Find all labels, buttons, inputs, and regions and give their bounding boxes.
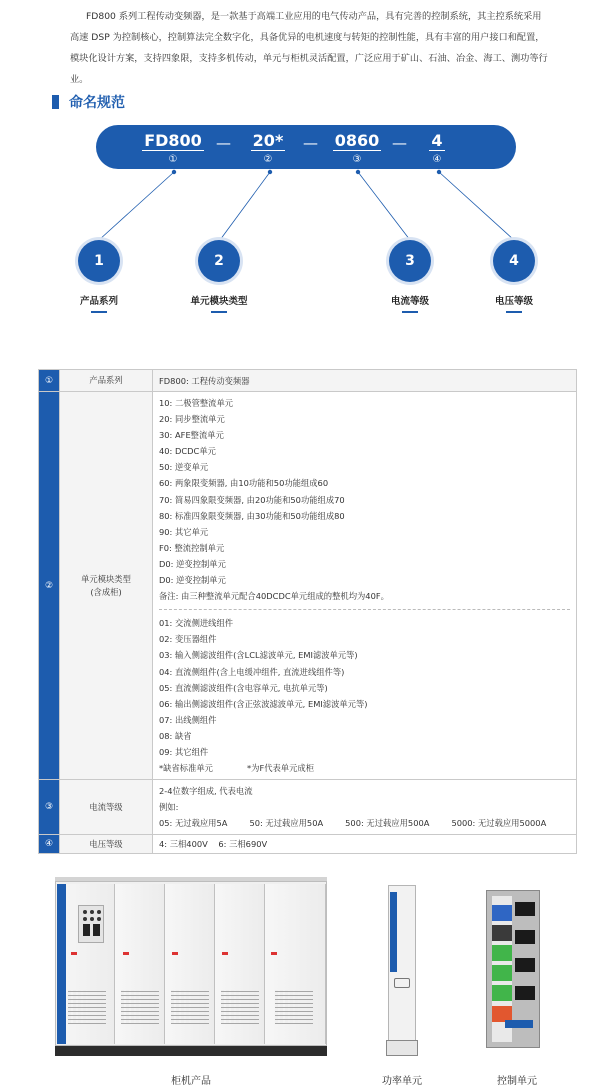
code-type: 20* [252, 131, 284, 150]
terminal-block [492, 925, 512, 941]
list-item: 10: 二极管整流单元 [159, 398, 234, 408]
current-example: 50: 无过载应用50A [249, 818, 324, 829]
list-item: 09: 其它组件 [159, 746, 209, 757]
list-item: 70: 简易四象限变频器, 由20功能和50功能组成70 [159, 494, 345, 505]
list-item: 2-4位数字组成, 代表电流 [159, 786, 253, 797]
node-label-series: 产品系列 [79, 296, 118, 307]
note-line [159, 760, 570, 776]
connector-line-1 [99, 172, 174, 240]
door-lock-icon [123, 952, 129, 955]
terminal-block [492, 965, 512, 981]
row-desc [153, 780, 577, 835]
terminal-block [492, 985, 512, 1001]
list-item: 30: AFE整流单元 [159, 430, 224, 441]
row-index: ① [39, 370, 60, 392]
current-example: 500: 无过载应用500A [345, 818, 430, 829]
code-series: FD800 [144, 131, 202, 150]
connector-block [515, 902, 535, 916]
code-num-3: ③ [352, 154, 362, 165]
node-label-current: 电流等级 [390, 296, 429, 307]
cabinet-vent [275, 990, 313, 1024]
code-num-4: ④ [432, 154, 442, 165]
list-item: D0: 逆变控制单元 [159, 558, 226, 569]
connector-line-3 [358, 172, 410, 240]
control-unit-label: 控制单元 [497, 1076, 537, 1087]
note-cabinet: *为F代表单元成柜 [247, 763, 314, 774]
connector-line-2 [220, 172, 270, 240]
current-example: 05: 无过载应用5A [159, 818, 228, 829]
power-unit-handle [394, 978, 410, 988]
row-index: ② [39, 392, 60, 780]
current-example: 5000: 无过载应用5000A [451, 818, 547, 829]
node-underline [211, 311, 227, 313]
door-lock-icon [172, 952, 178, 955]
list-item: 60: 两象限变频器, 由10功能和50功能组成60 [159, 478, 329, 489]
note-default: *缺省标准单元 [159, 763, 213, 774]
table-row [39, 780, 577, 835]
list-item: F0: 整流控制单元 [159, 542, 225, 553]
cabinet-vent [221, 990, 259, 1024]
list-item: 80: 标准四象限变频器, 由30功能和50功能组成80 [159, 510, 345, 521]
code-current: 0860 [334, 131, 380, 150]
connector-dot-4 [437, 170, 441, 174]
list-item: 40: DCDC单元 [159, 446, 216, 457]
current-examples [159, 815, 570, 831]
list-item: 01: 交流侧进线组件 [159, 618, 234, 629]
power-unit-stripe [390, 892, 397, 972]
door-lock-icon [271, 952, 277, 955]
connector-line-4 [439, 172, 514, 240]
power-unit-base [386, 1040, 418, 1056]
code-voltage: 4 [431, 131, 443, 150]
list-item: 03: 输入侧滤波组件(含LCL滤波单元, EMI滤波单元等) [159, 650, 358, 661]
connector-dot-2 [268, 170, 272, 174]
connector-block [515, 958, 535, 972]
node-label-voltage: 电压等级 [494, 296, 533, 307]
list-item: 20: 同步整流单元 [159, 414, 225, 425]
code-dash: — [216, 134, 231, 152]
naming-spec-table [38, 369, 577, 854]
node-underline [402, 311, 418, 313]
list-item: 02: 变压器组件 [159, 634, 217, 645]
row-desc: FD800: 工程传动变频器 [153, 370, 577, 392]
connector-block [515, 986, 535, 1000]
cabinet-product-label: 柜机产品 [171, 1076, 211, 1087]
cabinet-vent [171, 990, 209, 1024]
row-desc [153, 392, 577, 780]
cabinet-control-panel [78, 905, 104, 943]
section-title-text: 命名规范 [69, 95, 125, 111]
node-underline [91, 311, 107, 313]
node-circle-4: 4 [493, 240, 535, 282]
intro-paragraph: FD800 系列工程传动变频器，是一款基于高端工业应用的电气传动产品，具有完善的控制系统，其主控系统采用高速 DSP 为控制核心，控制算法完全数字化，具备优异的电机速度与转矩的控制性能，具有丰富的用户接口和配置，模块化设计方案，支持四象限，支持多机传动，单元与柜机灵活配置，广泛应用于矿山、石油、冶金、海工、测功等行业。 [70, 11, 548, 85]
node-circle-1: 1 [78, 240, 120, 282]
dotted-divider [159, 609, 570, 610]
door-lock-icon [71, 952, 77, 955]
terminal-block [492, 905, 512, 921]
connector-dot-1 [172, 170, 176, 174]
code-dash: — [303, 134, 318, 152]
row-name: 电流等级 [60, 780, 153, 835]
table-row [39, 392, 577, 780]
list-item: D0: 逆变控制单元 [159, 575, 226, 586]
list-item: 06: 输出侧滤波组件(含正弦波滤波单元, EMI滤波单元等) [159, 698, 368, 709]
list-item: 50: 逆变单元 [159, 462, 209, 473]
row-index: ④ [39, 835, 60, 854]
row-name [60, 392, 153, 780]
terminal-block [492, 945, 512, 961]
connector-block [515, 930, 535, 944]
list-item: 备注: 由三种整流单元配合40DCDC单元组成的整机均为40F。 [159, 591, 389, 602]
row-name-line: 单元模块类型 [81, 573, 131, 584]
cabinet-vent [121, 990, 159, 1024]
list-item: 05: 直流侧滤波组件(含电容单元, 电抗单元等) [159, 682, 328, 693]
row-desc: 4: 三相400V 6: 三相690V [153, 835, 577, 854]
table-row [39, 370, 577, 392]
node-underline [506, 311, 522, 313]
code-num-1: ① [168, 154, 178, 165]
power-unit-label: 功率单元 [382, 1076, 422, 1087]
code-dash: — [392, 134, 407, 152]
list-item: 07: 出线侧组件 [159, 714, 217, 725]
node-circle-3: 3 [389, 240, 431, 282]
row-name-line: (含成柜) [90, 586, 122, 597]
table-row [39, 835, 577, 854]
brand-logo-icon [505, 1020, 533, 1028]
list-item: 08: 缺省 [159, 730, 192, 741]
code-num-2: ② [263, 154, 273, 165]
node-label-module-type: 单元模块类型 [190, 296, 248, 307]
list-item: 04: 直流侧组件(含上电缓冲组件, 直流进线组件等) [159, 666, 345, 677]
row-name: 产品系列 [60, 370, 153, 392]
cabinet-base [55, 1046, 327, 1056]
cabinet-vent [68, 990, 106, 1024]
cabinet-brand-stripe [57, 884, 66, 1044]
list-item: 90: 其它单元 [159, 526, 209, 537]
node-circle-2: 2 [198, 240, 240, 282]
list-item: 例如: [159, 802, 179, 813]
connector-dot-3 [356, 170, 360, 174]
row-name: 电压等级 [60, 835, 153, 854]
row-index: ③ [39, 780, 60, 835]
door-lock-icon [222, 952, 228, 955]
